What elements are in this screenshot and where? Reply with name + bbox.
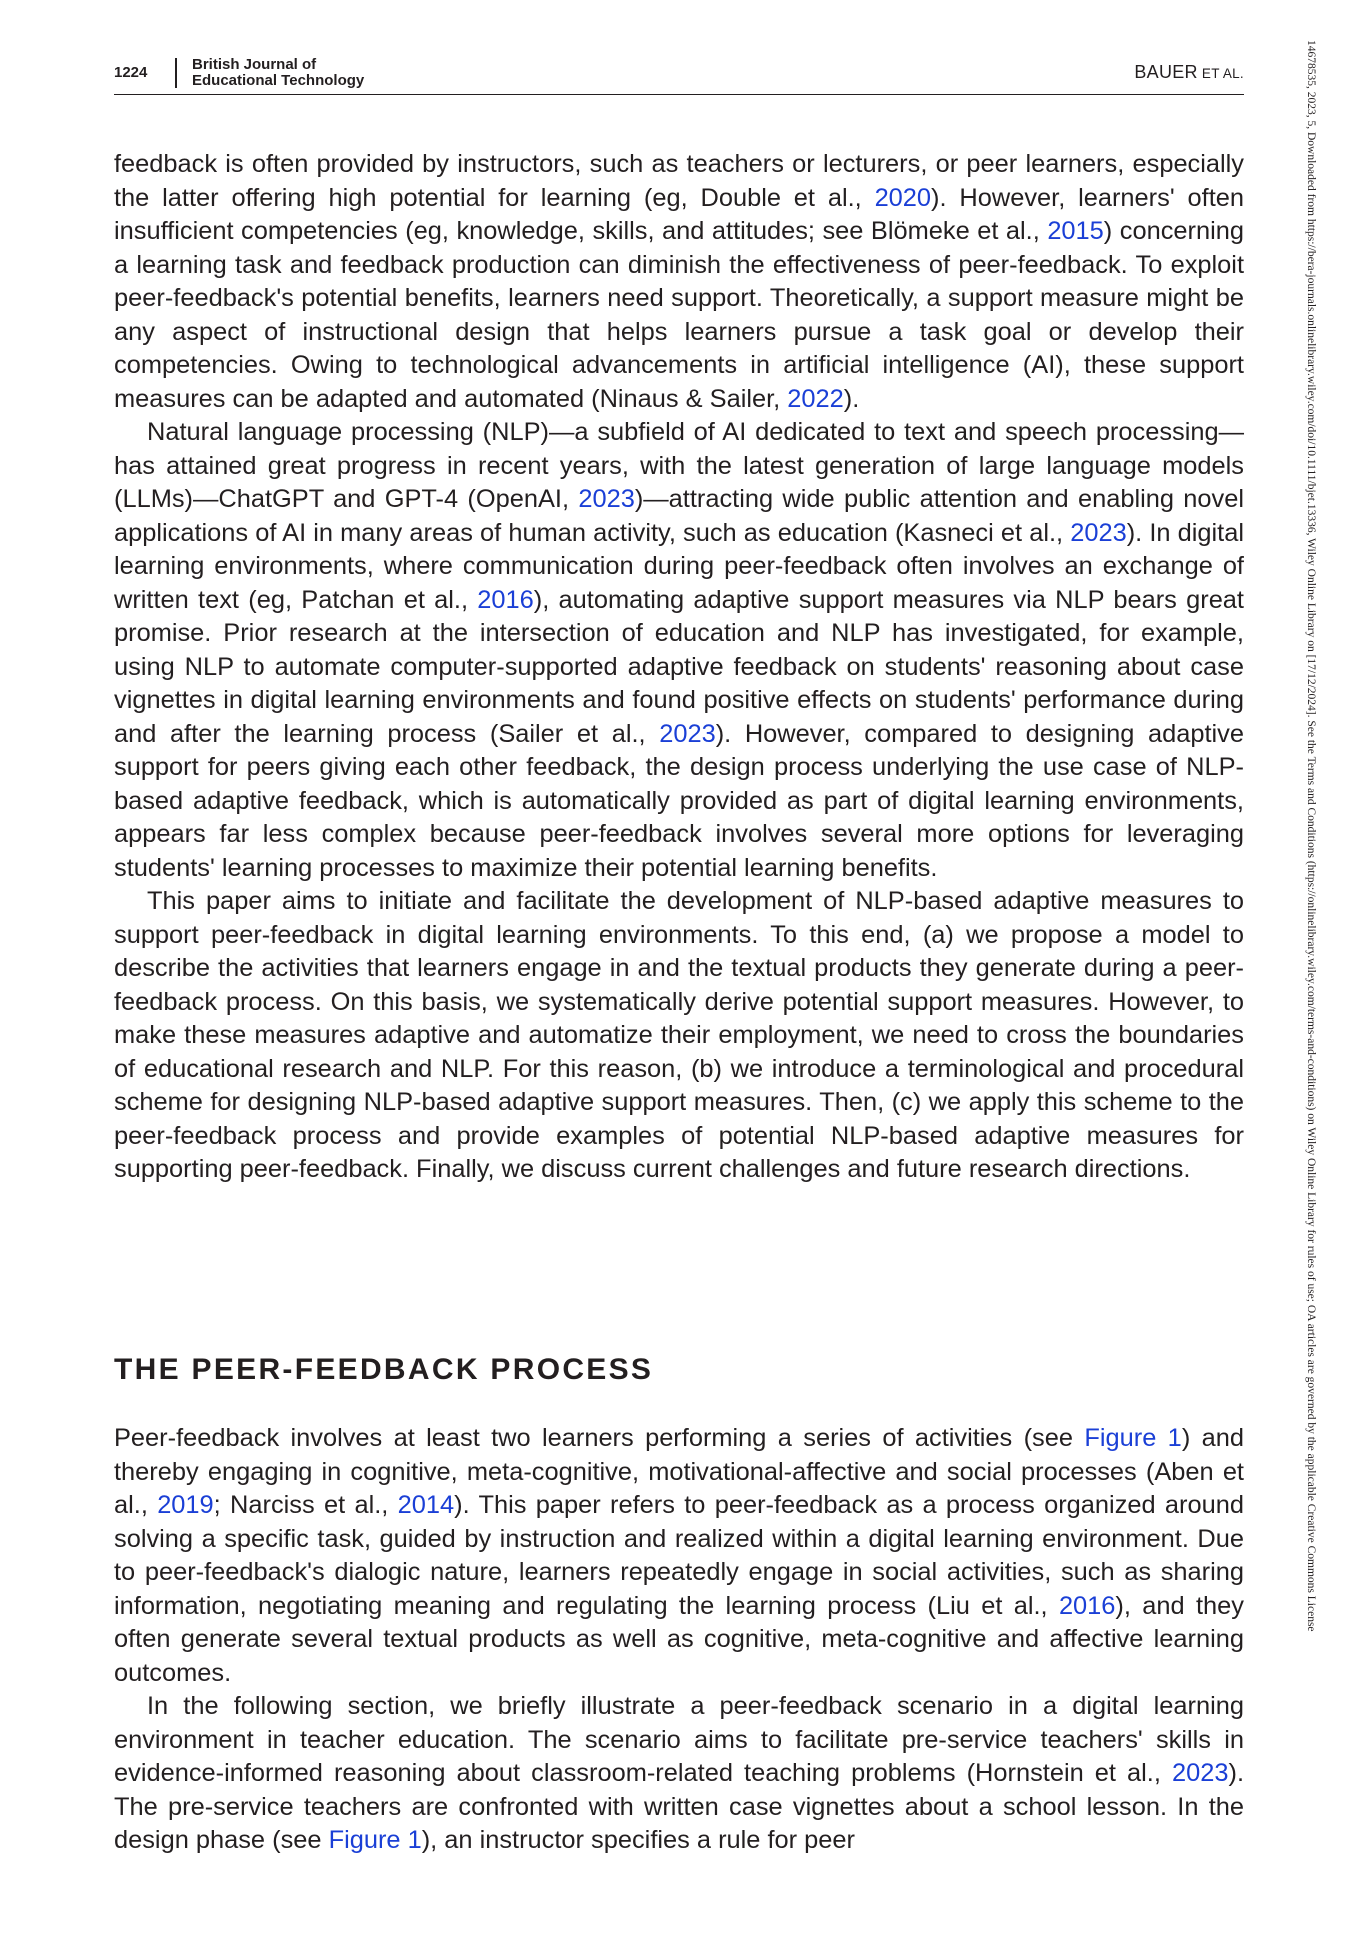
paragraph-text: ). — [843, 384, 860, 413]
citation-link[interactable]: 2023 — [1070, 518, 1127, 547]
paragraph — [114, 1690, 1244, 1858]
header-divider — [175, 58, 177, 88]
citation-link[interactable]: 2023 — [578, 485, 635, 513]
citation-link[interactable]: Figure 1 — [1084, 1424, 1182, 1452]
running-authors — [1134, 62, 1244, 83]
citation-link[interactable]: 2015 — [1047, 217, 1104, 245]
paragraph-text: ). However, learners' often insufficient competencies (eg, knowledge, skills, and attitudes; see Blömeke et al., — [114, 183, 1244, 245]
download-notice: 14678535, 2023, 5, Downloaded from https://bera-journals.onlinelibrary.wiley.com/doi/10.1111/bjet.13336, Wiley Online Library on [17/12/2024]. See the Terms and Conditions (https://onlinelibrary.wiley.com/terms-and-conditions) on Wiley Online Library for rules of use; OA articles are governed by the applicable Creative Commons License — [1305, 40, 1317, 1632]
paragraph — [114, 416, 1244, 885]
paragraph-text: Natural language processing (NLP)—a subfield of AI dedicated to text and speech processing—has attained great progress in recent years, with the latest generation of large language models (LLMs)—ChatGPT and GPT-4 (OpenAI, — [114, 418, 1244, 513]
citation-link[interactable]: 2014 — [397, 1491, 455, 1519]
citation-link[interactable]: 2022 — [787, 384, 844, 413]
citation-link[interactable]: 2023 — [1172, 1759, 1229, 1787]
paragraph — [114, 148, 1244, 416]
authors-main: BAUER — [1134, 62, 1198, 82]
paragraph-text: ; Narciss et al., — [213, 1491, 398, 1519]
citation-link[interactable]: 2019 — [157, 1491, 214, 1519]
paragraph-text: ). In digital learning environments, where communication during peer-feedback often involves an exchange of written text (eg, Patchan et al., — [114, 518, 1244, 614]
page-number: 1224 — [114, 64, 148, 81]
citation-link[interactable]: Figure 1 — [328, 1826, 422, 1854]
citation-link[interactable]: 2016 — [477, 585, 534, 614]
paragraph-text: ), automating adaptive support measures via NLP bears great promise. Prior research at the intersection of education and NLP has investigated, for example, using NLP to automate computer-supported adaptive feedback on students' reasoning about case vignettes in digital learning environments and found positive effects on students' performance during and after the learning process (Sailer et al., — [114, 585, 1244, 748]
paragraph-text: This paper aims to initiate and facilitate the development of NLP-based adaptive measures to support peer-feedback in digital learning environments. To this end, (a) we propose a model to describe the activities that learners engage in and the textual products they generate during a peer-feedback process. On this basis, we systematically derive potential support measures. However, to make these measures adaptive and automatize their employment, we need to cross the boundaries of educational research and NLP. For this reason, (b) we introduce a terminological and procedural scheme for designing NLP-based adaptive support measures. Then, (c) we apply this scheme to the peer-feedback process and provide examples of potential NLP-based adaptive measures for supporting peer-feedback. Finally, we discuss current challenges and future research directions. — [114, 887, 1244, 1183]
authors-suffix: ET AL. — [1197, 66, 1244, 81]
paragraph-text: ), and they often generate several textual products as well as cognitive, meta-cognitive and affective learning outcomes. — [114, 1591, 1244, 1687]
paragraph-text: ). The pre-service teachers are confronted with written case vignettes about a school lesson. In the design phase (see — [114, 1759, 1244, 1854]
journal-name-line1: British Journal of — [192, 56, 317, 73]
paragraph-text: ). This paper refers to peer-feedback as a process organized around solving a specific task, guided by instruction and realized within a digital learning environment. Due to peer-feedback's dialogic nature, learners repeatedly engage in social activities, such as sharing information, negotiating meaning and regulating the learning process (Liu et al., — [114, 1491, 1244, 1620]
paragraph-text: ) and thereby engaging in cognitive, meta-cognitive, motivational-affective and social processes (Aben et al., — [114, 1424, 1244, 1519]
journal-name — [192, 57, 364, 89]
paragraph-text: Peer-feedback involves at least two learners performing a series of activities (see — [114, 1424, 1085, 1452]
section-body — [114, 1422, 1244, 1858]
citation-link[interactable]: 2020 — [874, 183, 932, 212]
paragraph-text: feedback is often provided by instructors, such as teachers or lecturers, or peer learners, especially the latter offering high potential for learning (eg, Double et al., — [114, 150, 1244, 212]
paragraph-text: ), an instructor specifies a rule for peer — [421, 1826, 855, 1854]
paragraph-text: )—attracting wide public attention and enabling novel applications of AI in many areas of human activity, such as education (Kasneci et al., — [114, 485, 1244, 547]
citation-link[interactable]: 2023 — [659, 719, 716, 748]
paragraph — [114, 1422, 1244, 1690]
journal-name-line2: Educational Technology — [192, 72, 365, 89]
section-heading: THE PEER-FEEDBACK PROCESS — [114, 1353, 654, 1386]
paragraph-text: ). However, compared to designing adaptive support for peers giving each other feedback, the design process underlying the use case of NLP-based adaptive feedback, which is automatically provided as part of digital learning environments, appears far less complex because peer-feedback involves several more options for leveraging students' learning processes to maximize their potential learning benefits. — [114, 719, 1244, 882]
citation-link[interactable]: 2016 — [1058, 1591, 1116, 1620]
paragraph-text: In the following section, we briefly illustrate a peer-feedback scenario in a digital learning environment in teacher education. The scenario aims to facilitate pre-service teachers' skills in evidence-informed reasoning about classroom-related teaching problems (Hornstein et al., — [114, 1692, 1244, 1787]
running-header — [114, 54, 1244, 95]
paragraph-text: ) concerning a learning task and feedback production can diminish the effectiveness of peer-feedback. To exploit peer-feedback's potential benefits, learners need support. Theoretically, a support measure might be any aspect of instructional design that helps learners pursue a task goal or develop their competencies. Owing to technological advancements in artificial intelligence (AI), these support measures can be adapted and automated (Ninaus & Sailer, — [114, 217, 1244, 413]
paragraph — [114, 885, 1244, 1187]
article-body — [114, 148, 1244, 1187]
